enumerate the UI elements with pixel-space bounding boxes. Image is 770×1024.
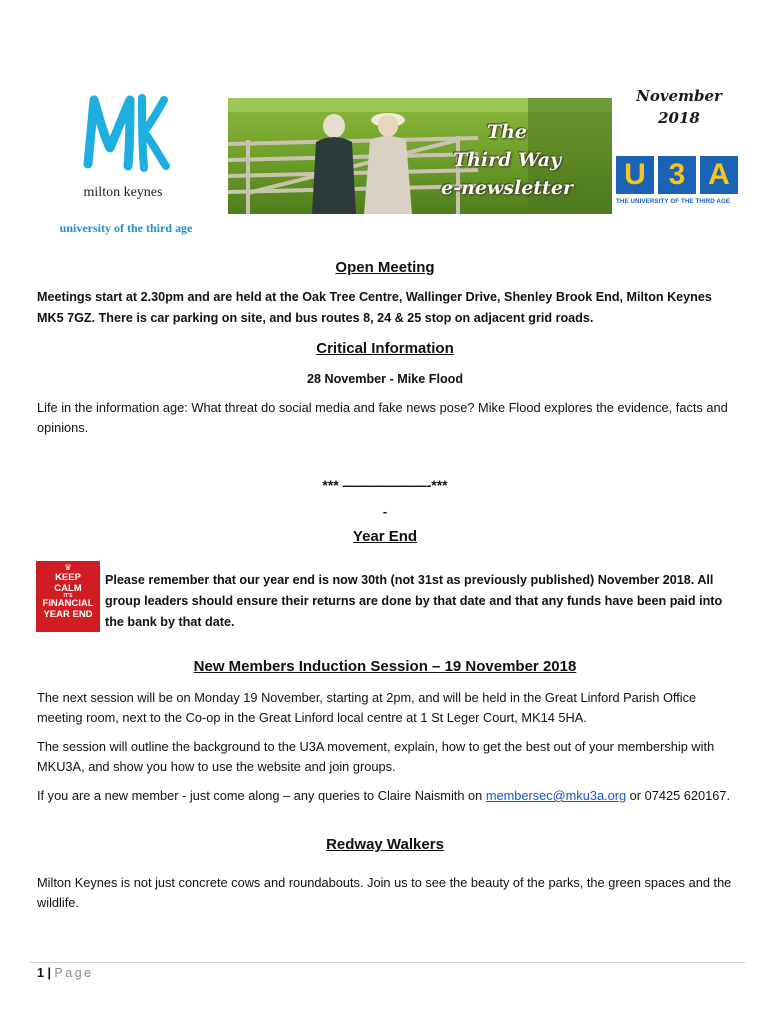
induction-paragraph-3 <box>37 786 737 806</box>
poster-line: YEAR END <box>43 608 93 620</box>
induction-heading: New Members Induction Session – 19 November 2018 <box>193 658 577 675</box>
banner-title-line: Third Way <box>452 149 562 171</box>
u3a-letter: U <box>616 156 654 194</box>
mk-logo <box>80 92 170 172</box>
critical-information-text: Life in the information age: What threat do social media and fake news pose? Mike Flood explores the evidence, facts and opinions. <box>37 400 728 435</box>
year-end-heading: Year End <box>352 528 418 545</box>
newsletter-banner <box>228 98 612 214</box>
open-meeting-heading: Open Meeting <box>335 259 435 276</box>
footer-separator: | <box>47 966 51 980</box>
u3a-caption: THE UNIVERSITY OF THE THIRD AGE <box>616 198 731 205</box>
u3a-letter: 3 <box>658 156 696 194</box>
keep-calm-poster <box>36 561 100 632</box>
crown-icon: ♛ <box>64 563 72 572</box>
induction-contact-text: If you are a new member - just come along – any queries to Claire Naismith on <box>37 788 486 803</box>
induction-paragraph-2: The session will outline the background to the U3A movement, explain, how to get the best out of your membership with MKU3A, and show you how to use the website and join groups. <box>37 739 715 774</box>
page-label: Page <box>54 966 94 980</box>
induction-paragraph-1: The next session will be on Monday 19 November, starting at 2pm, and will be held in the Great Linford Parish Office meeting room, next to the Co-op in the Great Linford local centre at 1 St Leger Court, MK14 5HA. <box>37 690 697 725</box>
redway-walkers-text: Milton Keynes is not just concrete cows and roundabouts. Join us to see the beauty of the parks, the green spaces and the wildlife. <box>37 875 732 910</box>
logo-subcaption: university of the third age <box>59 221 193 235</box>
u3a-logo <box>616 156 738 210</box>
page-number: 1 <box>37 966 44 980</box>
banner-title-line: The <box>486 121 528 143</box>
induction-phone-text: or 07425 620167. <box>626 788 731 803</box>
poster-line: FINANCIAL <box>42 598 94 609</box>
separator-dash: - <box>382 505 388 519</box>
banner-title <box>422 118 592 202</box>
issue-month: November <box>636 87 722 105</box>
open-meeting-text: Meetings start at 2.30pm and are held at the Oak Tree Centre, Wallinger Drive, Shenley Brook End, Milton Keynes MK5 7GZ. There is car parking on site, and bus routes 8, 24 & 25 stop on adjacent grid roads. <box>37 290 712 325</box>
footer-divider <box>30 962 745 963</box>
year-end-text: Please remember that our year end is now 30th (not 31st as previously published) November 2018. All group leaders should ensure their returns are done by that date and that any funds have been paid into the bank by that date. <box>105 573 723 629</box>
poster-line: IT'S <box>63 593 73 599</box>
poster-line: KEEP <box>55 572 81 583</box>
redway-walkers-heading: Redway Walkers <box>326 836 444 853</box>
page-footer <box>37 966 94 980</box>
u3a-letter: A <box>700 156 738 194</box>
talk-date-speaker: 28 November - Mike Flood <box>306 372 464 386</box>
section-separator: *** ——————-*** <box>322 477 448 493</box>
banner-title-line: e-newsletter <box>441 177 573 199</box>
email-link[interactable]: membersec@mku3a.org <box>485 788 627 803</box>
issue-year: 2018 <box>658 109 700 127</box>
critical-information-heading: Critical Information <box>316 340 454 357</box>
logo-caption: milton keynes <box>83 185 163 200</box>
issue-date <box>618 85 740 129</box>
poster-line: CALM <box>54 582 82 594</box>
